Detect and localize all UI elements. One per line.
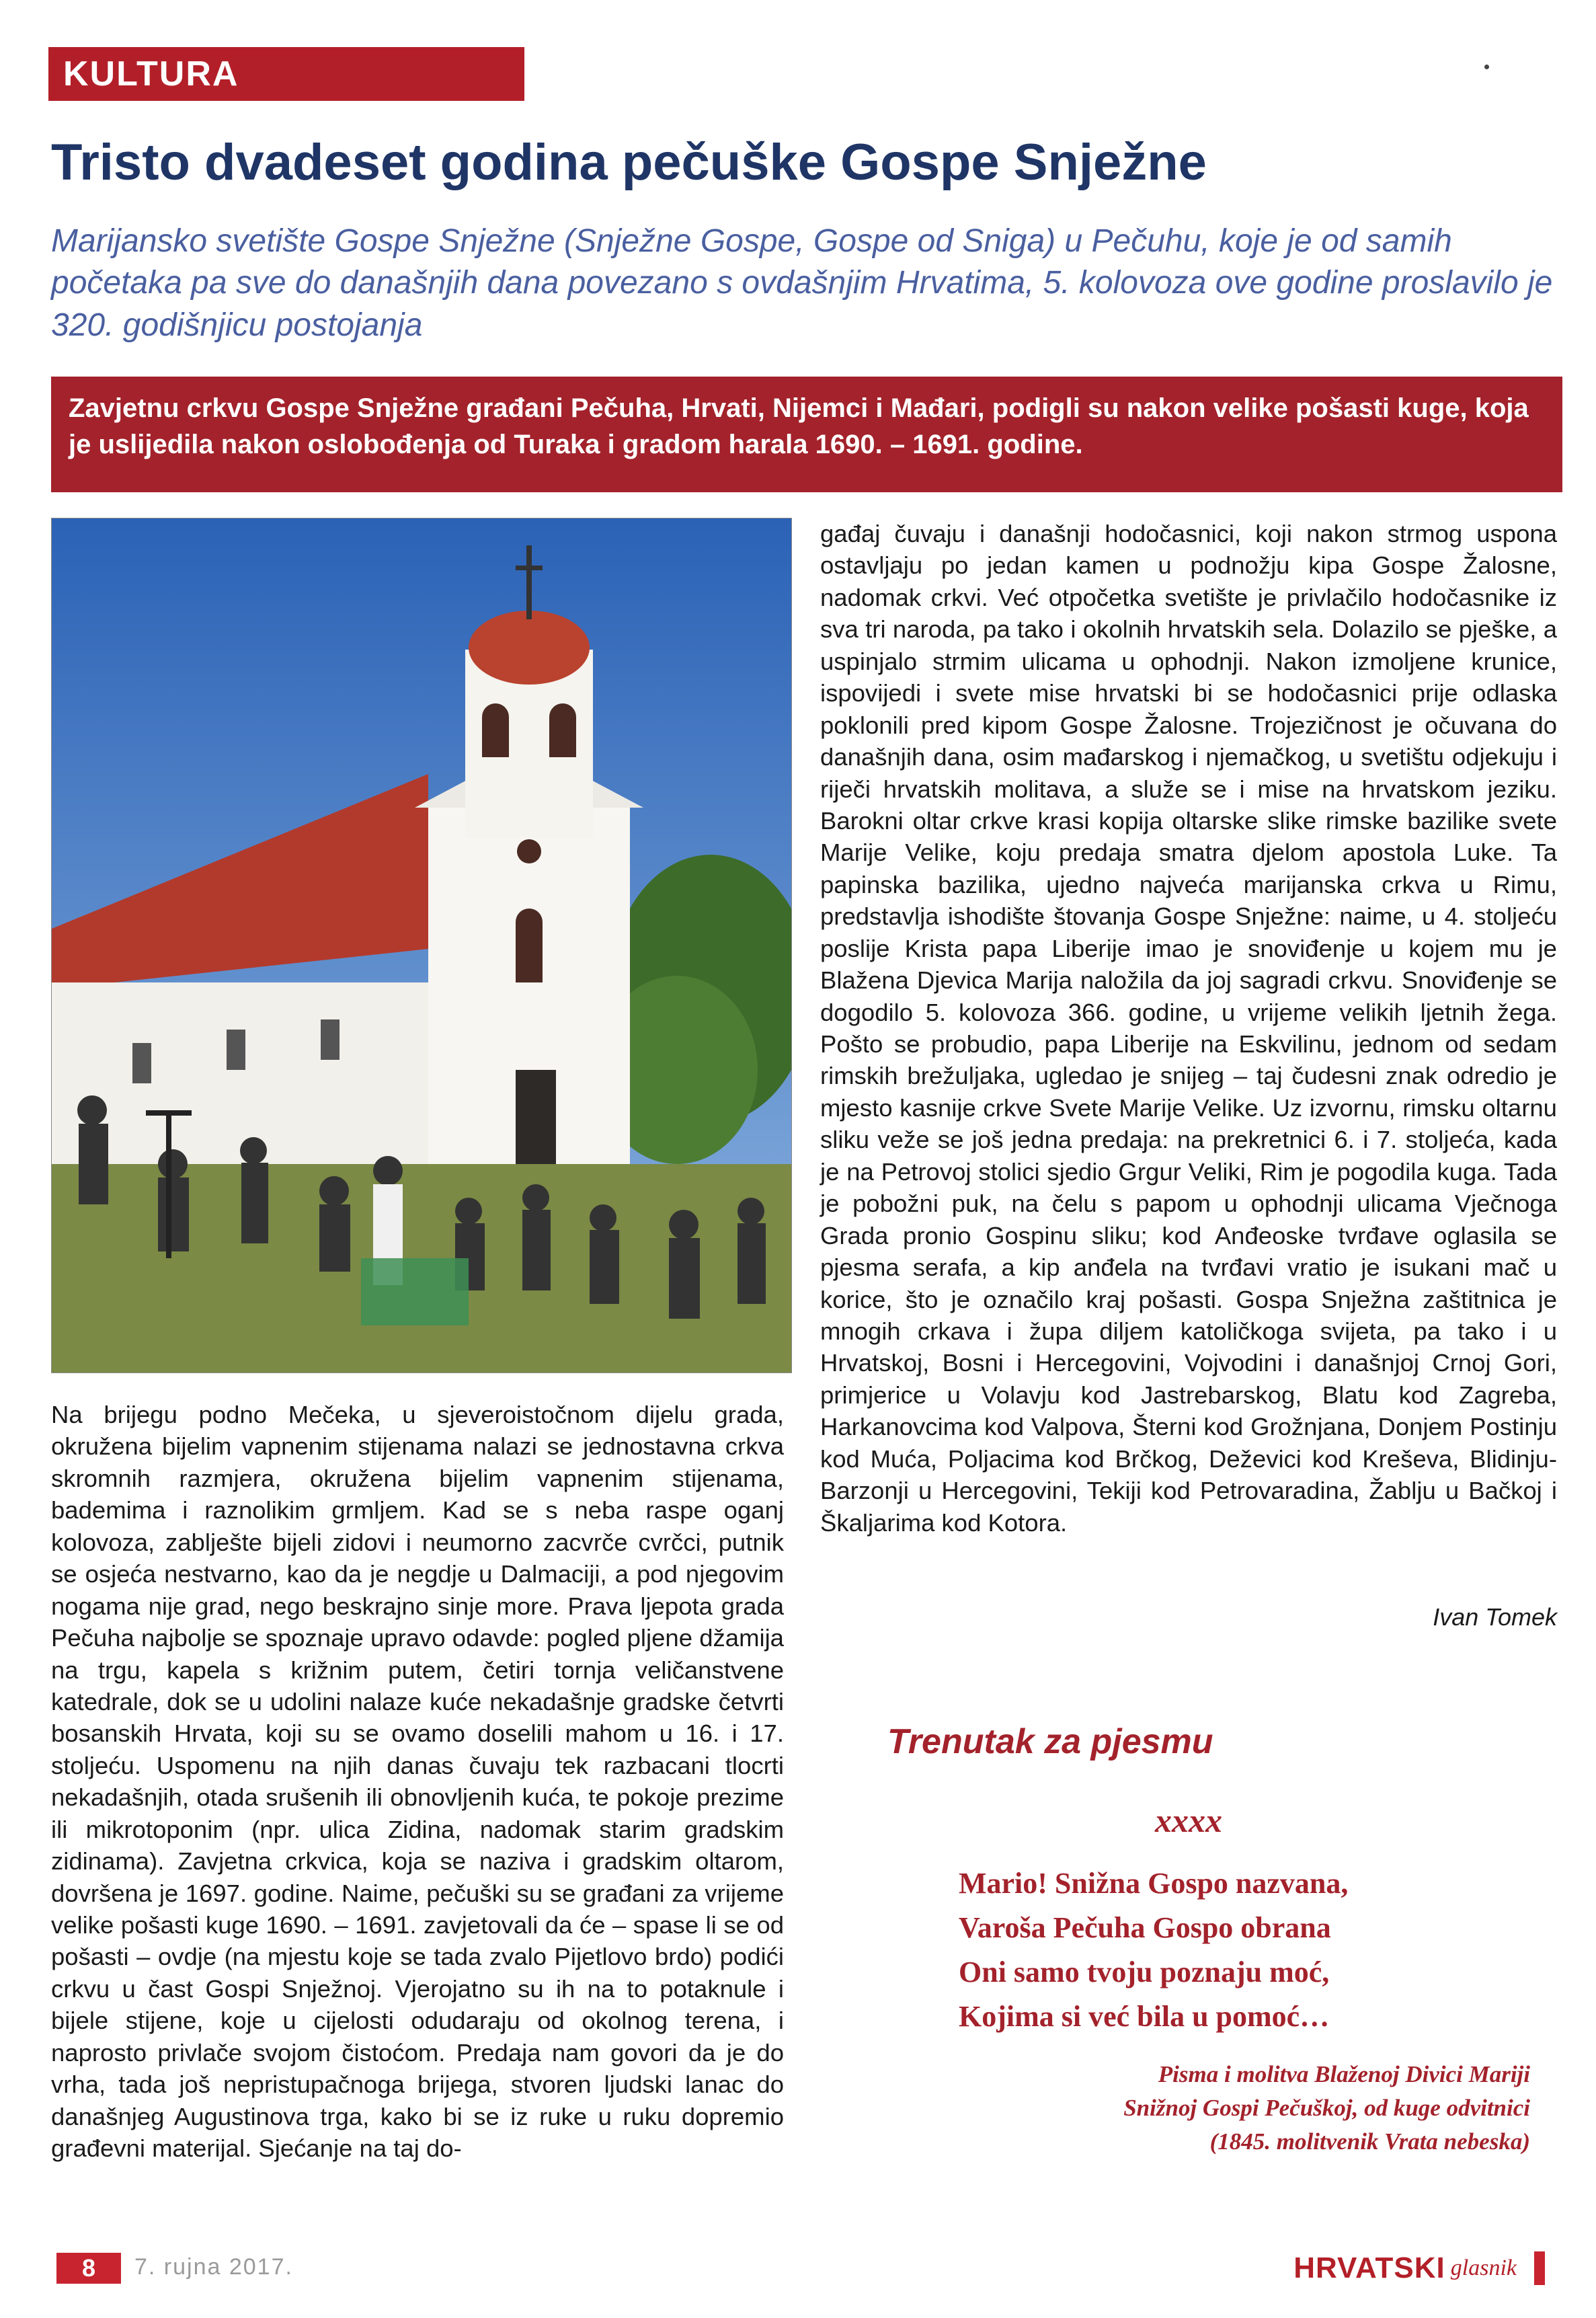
poem-source-line: Pisma i molitva Blaženoj Divici Mariji xyxy=(1158,2061,1530,2087)
poem-title: Trenutak za pjesmu xyxy=(887,1722,1213,1761)
poem-line: Varoša Pečuha Gospo obrana xyxy=(959,1911,1331,1944)
article-title: Tristo dvadeset godina pečuške Gospe Snježne xyxy=(51,134,1207,191)
masthead-bar xyxy=(1534,2251,1545,2285)
masthead-logo xyxy=(1293,2248,1545,2288)
issue-date: 7. rujna 2017. xyxy=(134,2254,293,2280)
poem-heading: xxxx xyxy=(1155,1802,1222,1839)
poem-lines xyxy=(959,1861,1348,2039)
poem-line: Mario! Snižna Gospo nazvana, xyxy=(959,1867,1349,1900)
poem-source-line: (1845. molitvenik Vrata nebeska) xyxy=(1209,2128,1530,2155)
masthead-light: glasnik xyxy=(1450,2255,1517,2280)
article-body-left: Na brijegu podno Mečeka, u sjeveroistočnom dijelu grada, okružena bijelim vapnenim stijenama nalazi se jednostavna crkva skromnih razmjera, okružena bijelim vapnenim stijenama, bademima i raznolikim grmljem. Kad se s neba raspe oganj kolovoza, zablješte bijeli zidovi i neumorno zacvrče cvrčci, putnik se osjeća nestvarno, kao da je negdje u Dalmaciji, a pod njegovim nogama nije grad, nego beskrajno sinje more. Prava ljepota grada Pečuha najbolje se spoznaje upravo odavde: pogled pljene džamija na trgu, kapela s križnim putem, četiri tornja veličanstvene katedrale, dok se u udolini nalaze kuće nekadašnje gradske četvrti bosanskih Hrvata, koji su se ovamo doselili mahom u 16. i 17. stoljeću. Uspomenu na njih danas čuvaju tek razbacani tlocrti nekadašnjih, otada srušenih ili obnovljenih kuća, te pokoje prezime ili mikrotoponim (npr. ulica Zidina, nadomak starim gradskim zidinama). Zavjetna crkvica, koja se naziva i gradskim oltarom, dovršena je 1697. godine. Naime, pečuški su se građani za vrijeme velike pošasti kuge 1690. – 1691. zavjetovali da će – spase li se od pošasti – ovdje (na mjestu koje se tada zvalo Pijetlovo brdo) podići crkvu u čast Gospi Snježnoj. Vjerojatno su ih na to potaknule i bijele stijene, koje u cijelosti odudaraju od okolnog terena, i naprosto privlače svojom čistoćom. Predaja nam govori da je do vrha, tada još nepristupačnoga brijega, stvoren ljudski lanac do današnjeg Augustinova trga, kako bi se iz ruke u ruku dopremio građevni materijal. Sjećanje na taj do- xyxy=(51,1401,784,2163)
highlight-banner: Zavjetnu crkvu Gospe Snježne građani Pečuha, Hrvati, Nijemci i Mađari, podigli su nakon velike pošasti kuge, koja je uslijedila nakon oslobođenja od Turaka i gradom harala 1690. – 1691. godine. xyxy=(51,377,1562,492)
poem-line: Oni samo tvoju poznaju moć, xyxy=(959,1956,1330,1988)
church-photo xyxy=(51,518,792,1373)
poem-box xyxy=(820,1708,1557,2206)
masthead-strong: HRVATSKI xyxy=(1293,2251,1445,2284)
article-author: Ivan Tomek xyxy=(1433,1603,1557,1631)
poem-source xyxy=(1123,2058,1530,2159)
poem-line: Kojima si već bila u pomoć… xyxy=(959,2000,1330,2033)
article-lead: Marijansko svetište Gospe Snježne (Snježne Gospe, Gospe od Sniga) u Pečuhu, koje je od samih početaka pa sve do današnjih dana povezano s ovdašnjim Hrvatima, 5. kolovoza ove godine proslavilo je 320. godišnjicu postojanja xyxy=(51,223,1553,343)
decorative-dot xyxy=(1484,65,1489,69)
poem-source-line: Snižnoj Gospi Pečuškoj, od kuge odvitnici xyxy=(1123,2095,1530,2121)
section-label: KULTURA xyxy=(48,47,524,101)
article-body-right: gađaj čuvaju i današnji hodočasnici, koji nakon strmog uspona ostavljaju po jedan kamen u podnožju kipa Gospe Žalosne, nadomak crkvi. Već otpočetka svetište je privlačilo hodočasnike iz sva tri naroda, pa tako i okolnih hrvatskih sela. Dolazilo se pješke, a uspinjalo strmim ulicama u ophodnji. Nakon izmoljene krunice, ispovijedi i svete mise hrvatski bi se hodočasnici prije odlaska poklonili pred kipom Gospe Žalosne. Trojezičnost je očuvana do današnjih dana, osim mađarskog i njemačkog, u svetištu odjekuju i riječi hrvatskih molitava, a služe se i mise na hrvatskom jeziku. Barokni oltar crkve krasi kopija oltarske slike rimske bazilike svete Marije Velike, koju predaja smatra djelom apostola Luke. Ta papinska bazilika, ujedno najveća marijanska crkva u Rimu, predstavlja ishodište štovanja Gospe Snježne: naime, u 4. stoljeću poslije Krista papa Liberije imao je snoviđenje u kojem mu je Blažena Djevica Marija naložila da joj sagradi crkvu. Snoviđenje se dogodilo 5. kolovoza 366. godine, u vrijeme velikih ljetnih žega. Pošto se probudio, papa Liberije na Eskvilinu, jednom od sedam rimskih brežuljaka, ugledao je snijeg – taj čudesni znak odredio je mjesto kasnije crkve Svete Marije Velike. Uz izvornu, rimsku oltarnu sliku veže se još jedna predaja: na prekretnici 6. i 7. stoljeća, kada je na Petrovoj stolici sjedio Grgur Veliki, Rim je pogodila kuga. Tada je pobožni puk, na čelu s papom u ophodnji ulicama Vječnoga Grada pronio Gospinu sliku; kod Anđeoske tvrđave oglasila se pjesma serafa, a kip anđela na tvrđavi vratio je isukani mač u korice, što je označilo kraj pošasti. Gospa Snježna zaštitnica je mnogih crkava i župa diljem katoličkoga svijeta, pa tako i u Hrvatskoj, Bosni i Hercegovini, Vojvodini i današnjoj Crnoj Gori, primjerice u Volavju kod Jastrebarskog, Blatu kod Zagreba, Harkanovcima kod Valpova, Šterni kod Grožnjana, Donjem Postinju kod Muća, Poljacima kod Brčkog, Deževici kod Kreševa, Blidinju-Barzonji u Hercegovini, Tekiji kod Petrovaradina, Žablju u Bačkoj i Škaljarima kod Kotora. xyxy=(820,520,1557,1537)
page-number: 8 xyxy=(56,2253,121,2284)
